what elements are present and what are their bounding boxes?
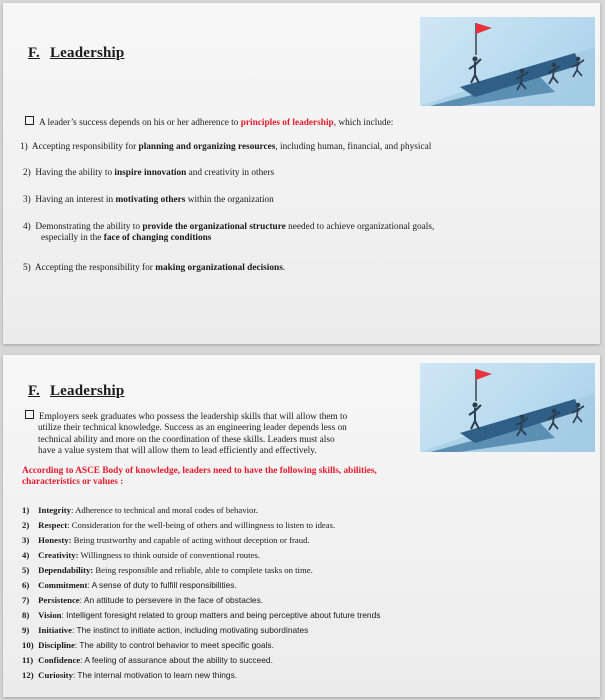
slide-title: F. Leadership xyxy=(28,45,125,61)
leadership-climb-illustration xyxy=(420,363,595,452)
slide-leadership-values xyxy=(3,355,600,697)
list-item: 1) Integrity: Adherence to technical and moral codes of behavior. xyxy=(22,505,258,515)
checkbox-bullet-icon xyxy=(25,116,34,125)
slide-title: F. Leadership xyxy=(28,383,125,399)
principle-item-4: 4) Demonstrating the ability to provide the organizational structure needed to achieve organizational goals, especially in the face of changing conditions xyxy=(23,222,435,243)
principles-intro: A leader’s success depends on his or her adherence to principles of leadership, which include: xyxy=(25,116,545,129)
list-item: 11) Confidence: A feeling of assurance about the ability to succeed. xyxy=(22,655,273,665)
principle-item-3: 3) Having an interest in motivating others within the organization xyxy=(23,195,274,205)
list-item: 5) Dependability: Being responsible and reliable, able to complete tasks on time. xyxy=(22,565,313,575)
list-item: 12) Curiosity: The internal motivation to learn new things. xyxy=(22,670,238,680)
principle-item-2: 2) Having the ability to inspire innovation and creativity in others xyxy=(23,168,275,178)
slide-leadership-principles xyxy=(3,3,600,344)
principle-item-5: 5) Accepting the responsibility for making organizational decisions. xyxy=(23,263,286,273)
list-item: 10) Discipline: The ability to control behavior to meet specific goals. xyxy=(22,640,274,650)
principle-item-1: 1) Accepting responsibility for planning and organizing resources, including human, financial, and physical xyxy=(20,142,432,152)
checkbox-bullet-icon xyxy=(25,410,34,419)
list-item: 6) Commitment: A sense of duty to fulfill responsibilities. xyxy=(22,580,237,590)
leadership-climb-illustration xyxy=(420,17,595,106)
list-item: 7) Persistence: An attitude to persevere in the face of obstacles. xyxy=(22,595,264,605)
asce-heading: According to ASCE Body of knowledge, leaders need to have the following skills, abilities, characteristics or values : xyxy=(22,466,377,488)
list-item: 2) Respect: Consideration for the well-being of others and willingness to listen to ideas. xyxy=(22,520,336,530)
list-item: 9) Initiative: The instinct to initiate action, including motivating subordinates xyxy=(22,625,309,635)
list-item: 8) Vision: Intelligent foresight related to group matters and being perceptive about future trends xyxy=(22,610,381,620)
list-item: 3) Honesty: Being trustworthy and capable of acting without deception or fraud. xyxy=(22,535,310,545)
list-item: 4) Creativity: Willingness to think outside of conventional routes. xyxy=(22,550,260,560)
employers-paragraph: Employers seek graduates who possess the leadership skills that will allow them to utilize their technical knowledge. Success as an engineering leader depends less on technical ability and more on the coordination of these skills. Leaders must also have a value system that will allow them to lead efficiently and effectively. xyxy=(25,410,423,458)
